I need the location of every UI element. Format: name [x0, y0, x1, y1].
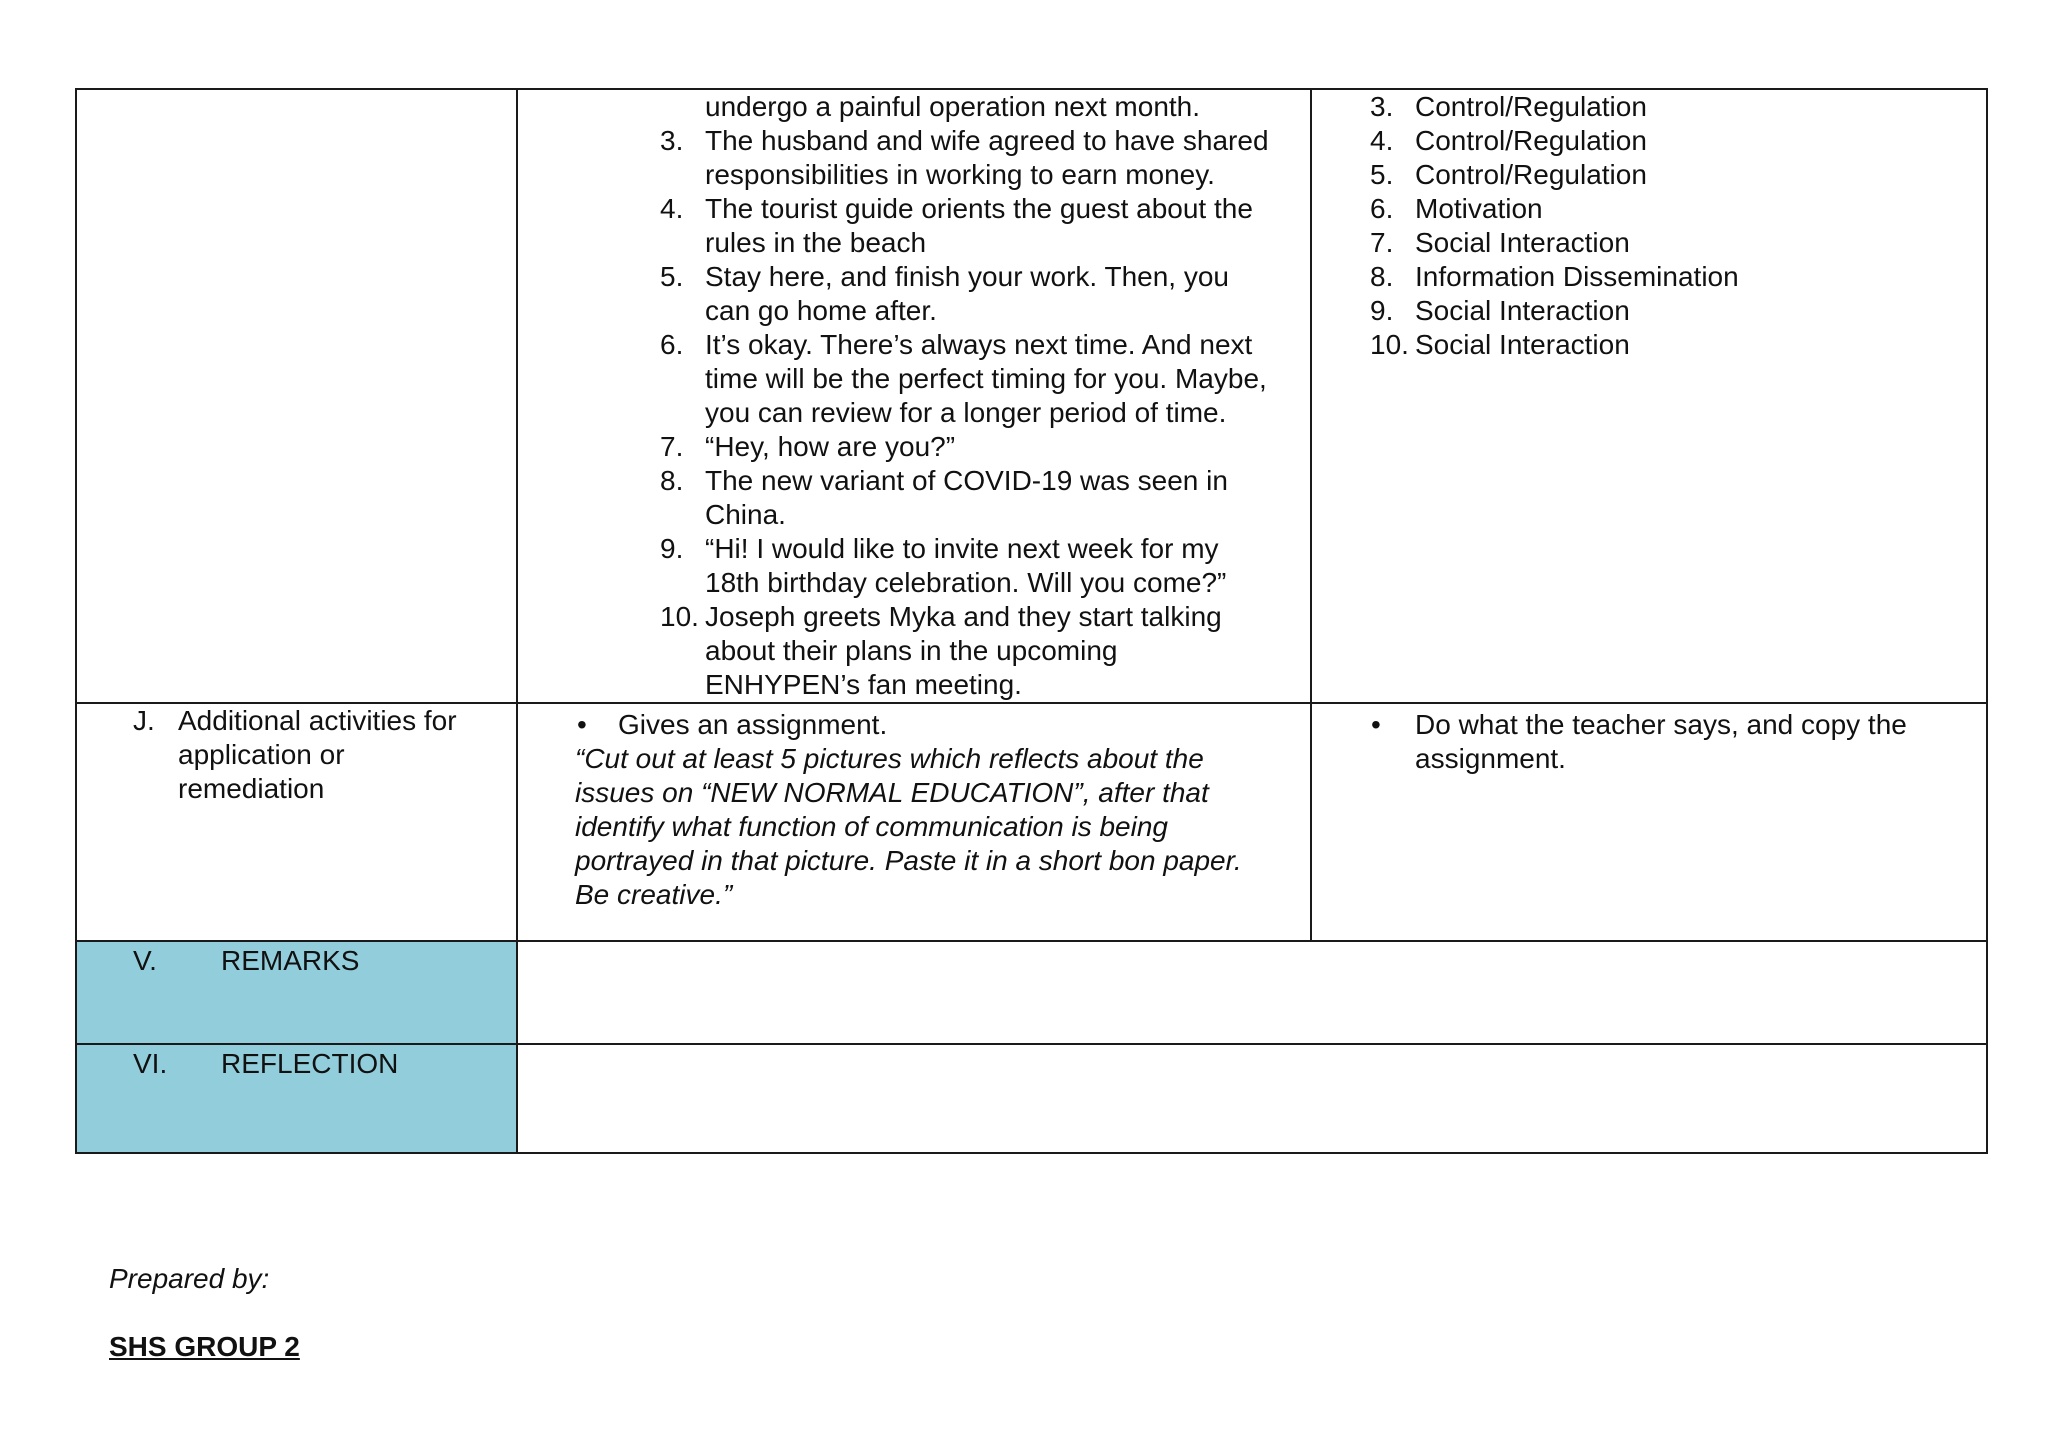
answer-number: 10. — [1370, 329, 1409, 360]
answer-text: Control/Regulation — [1415, 125, 1647, 156]
example-number: 7. — [660, 431, 684, 462]
examples-list — [660, 124, 1300, 702]
answer-text: Social Interaction — [1415, 295, 1630, 326]
example-number: 10. — [660, 601, 699, 632]
reflection-roman: VI. — [133, 1048, 168, 1079]
answer-text: Motivation — [1415, 193, 1543, 224]
answer-item — [1370, 328, 1976, 362]
answer-item — [1370, 124, 1976, 158]
example-number: 5. — [660, 261, 684, 292]
example-line: “Hey, how are you?” — [705, 431, 956, 462]
reflection-content-cell — [517, 1044, 1987, 1153]
example-line: “Hi! I would like to invite next week for my — [705, 533, 1219, 564]
remarks-roman: V. — [133, 945, 157, 976]
answer-item — [1370, 158, 1976, 192]
example-number: 4. — [660, 193, 684, 224]
assignment-line-2: issues on “NEW NORMAL EDUCATION”, after that — [575, 777, 1209, 808]
reflection-title: REFLECTION — [221, 1048, 399, 1079]
student-bullet-line-2: assignment. — [1415, 743, 1566, 774]
teacher-bullet: Gives an assignment. — [618, 709, 888, 740]
answer-text: Information Dissemination — [1415, 261, 1739, 292]
example-number: 8. — [660, 465, 684, 496]
example-number: 3. — [660, 125, 684, 156]
bullet-icon: • — [1371, 709, 1381, 740]
remarks-row — [76, 941, 1987, 1044]
example-line: The husband and wife agreed to have shared — [705, 125, 1269, 156]
example-line: China. — [705, 499, 786, 530]
reflection-row — [76, 1044, 1987, 1153]
row-label-line-1: Additional activities for — [178, 705, 457, 736]
remarks-label-cell — [76, 941, 517, 1044]
row-letter: J. — [133, 705, 155, 736]
answers-list — [1370, 90, 1976, 362]
answer-item — [1370, 90, 1976, 124]
examples-cell — [517, 89, 1311, 703]
continued-activity-row — [76, 89, 1987, 703]
answer-item — [1370, 260, 1976, 294]
example-line: about their plans in the upcoming — [705, 635, 1118, 666]
assignment-line-5: Be creative.” — [575, 879, 733, 910]
answer-number: 7. — [1370, 227, 1394, 258]
assignment-line-1: “Cut out at least 5 pictures which reflects about the — [575, 743, 1204, 774]
answer-item — [1370, 192, 1976, 226]
assignment-line-4: portrayed in that picture. Paste it in a short bon paper. — [575, 845, 1242, 876]
student-bullet-line-1: Do what the teacher says, and copy the — [1415, 709, 1907, 740]
example-line: It’s okay. There’s always next time. And next — [705, 329, 1253, 360]
example-number: 6. — [660, 329, 684, 360]
answer-number: 6. — [1370, 193, 1394, 224]
example-line: ENHYPEN’s fan meeting. — [705, 669, 1022, 700]
row-label-line-2: application or — [178, 739, 345, 770]
prepared-by-label: Prepared by: — [109, 1263, 270, 1294]
example-line: 18th birthday celebration. Will you come?” — [705, 567, 1227, 598]
teacher-activity-cell — [517, 703, 1311, 941]
answer-number: 9. — [1370, 295, 1394, 326]
row-label-line-3: remediation — [178, 773, 325, 804]
additional-activities-row — [76, 703, 1987, 941]
additional-activities-label-cell — [76, 703, 517, 941]
example-item — [660, 532, 1300, 600]
answer-number: 4. — [1370, 125, 1394, 156]
answer-item — [1370, 226, 1976, 260]
answer-text: Social Interaction — [1415, 329, 1630, 360]
empty-label-cell — [76, 89, 517, 703]
example-line: rules in the beach — [705, 227, 927, 258]
example-item — [660, 328, 1300, 430]
answer-text: Control/Regulation — [1415, 91, 1647, 122]
example-line: Stay here, and finish your work. Then, you — [705, 261, 1229, 292]
example-item — [660, 464, 1300, 532]
example-line: can go home after. — [705, 295, 937, 326]
answer-number: 3. — [1370, 91, 1394, 122]
answer-number: 8. — [1370, 261, 1394, 292]
example-item — [660, 600, 1300, 702]
example-item — [660, 124, 1300, 192]
example-line: you can review for a longer period of time. — [705, 397, 1227, 428]
example-line: Joseph greets Myka and they start talking — [705, 601, 1222, 632]
example-number: 9. — [660, 533, 684, 564]
example-line: The new variant of COVID-19 was seen in — [705, 465, 1228, 496]
example-item — [660, 430, 1300, 464]
example-item — [660, 192, 1300, 260]
group-name: SHS GROUP 2 — [109, 1331, 300, 1362]
remarks-title: REMARKS — [221, 945, 360, 976]
answer-text: Social Interaction — [1415, 227, 1630, 258]
answer-number: 5. — [1370, 159, 1394, 190]
assignment-line-3: identify what function of communication is being — [575, 811, 1168, 842]
example-item — [660, 260, 1300, 328]
student-activity-cell — [1311, 703, 1987, 941]
answer-text: Control/Regulation — [1415, 159, 1647, 190]
lesson-plan-table — [75, 88, 1988, 1154]
example-line: time will be the perfect timing for you. Maybe, — [705, 363, 1267, 394]
lead-in-line: undergo a painful operation next month. — [705, 91, 1201, 122]
answers-cell — [1311, 89, 1987, 703]
reflection-label-cell — [76, 1044, 517, 1153]
example-line: The tourist guide orients the guest about the — [705, 193, 1253, 224]
example-line: responsibilities in working to earn money. — [705, 159, 1215, 190]
answer-item — [1370, 294, 1976, 328]
bullet-icon: • — [577, 709, 587, 740]
remarks-content-cell — [517, 941, 1987, 1044]
